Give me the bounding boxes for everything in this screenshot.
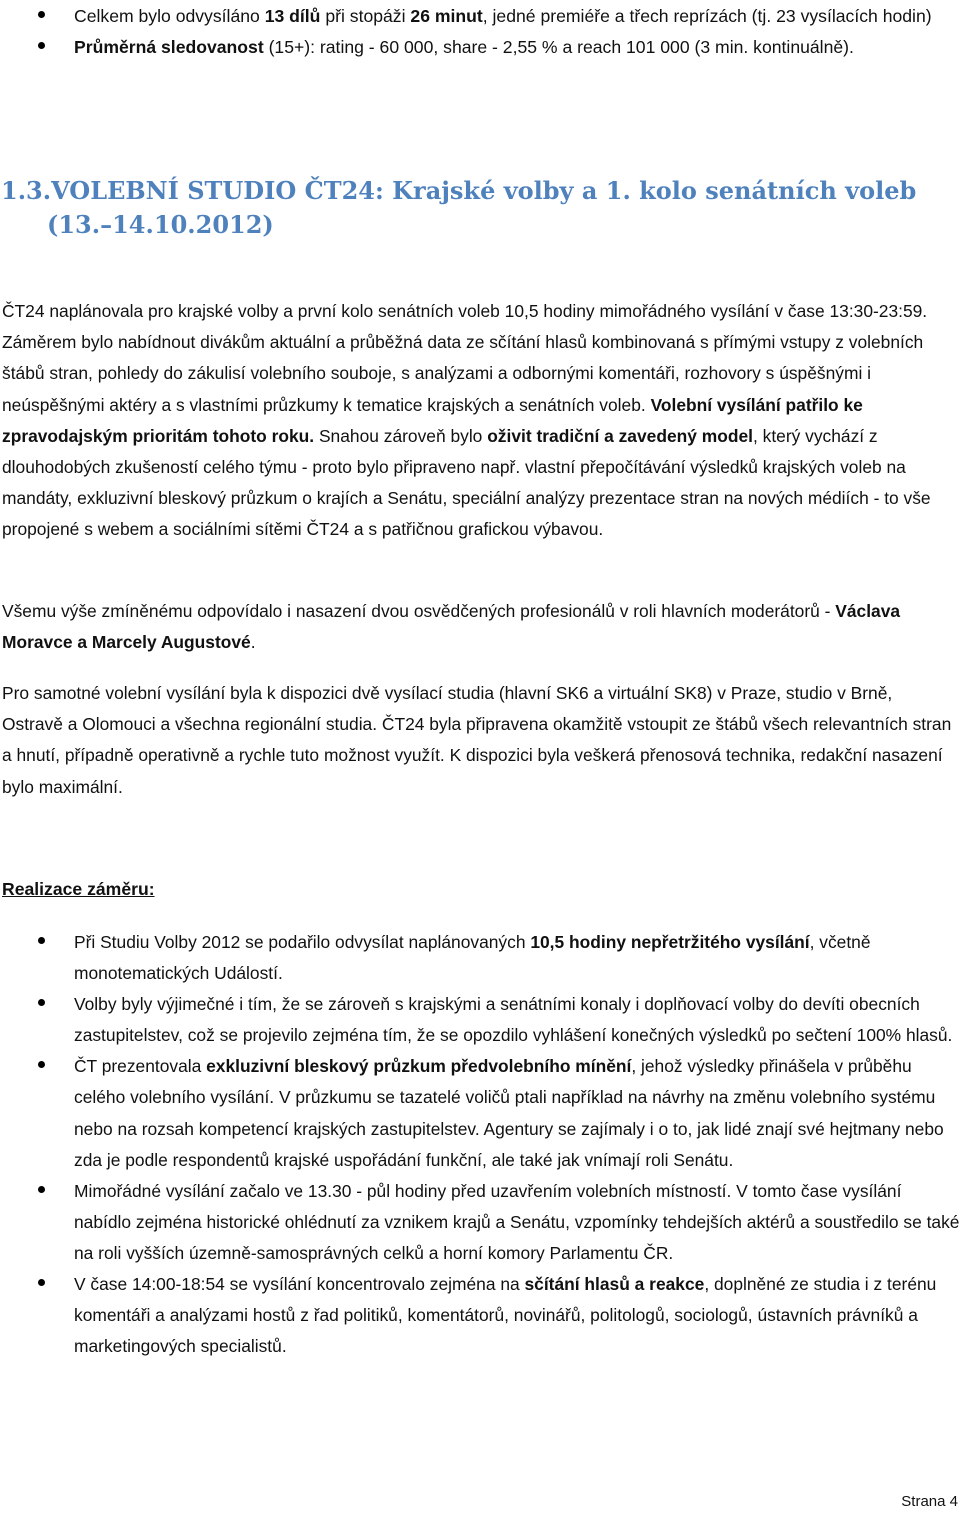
summary-bullet-list [0, 1, 960, 63]
paragraph-text: ČT24 naplánovala pro krajské volby a první kolo senátních voleb 10,5 hodiny mimořádného vysílání v čase 13:30-23:59. Záměrem bylo nabídnout divákům aktuální a průběžná data ze sčítání hlasů kombinovaná s přímými vstupy z volebních štábů stran, pohledy do zákulisí volebního souboje, s analýzami a odbornými komentáři, rozhovory s úspěšnými i neúspěšnými aktéry a s vlastními průzkumy k tematice krajských a senátních voleb. [2, 301, 928, 415]
list-item [0, 1051, 960, 1175]
list-item [0, 1269, 960, 1362]
bullet-bold-text: Průměrná sledovanost [74, 37, 264, 57]
bullet-icon [38, 937, 45, 944]
bullet-text: ČT prezentovala [74, 1056, 207, 1077]
section-heading [0, 174, 960, 242]
bullet-text: , jedné premiéře a třech reprízách (tj. 23 vysílacích hodin) [482, 6, 932, 26]
bullet-text: Při Studiu Volby 2012 se podařilo odvysílat naplánovaných [74, 932, 531, 952]
bullet-bold-text: 13 dílů [264, 6, 321, 26]
bullet-text: , včetně monotematických Událostí. [74, 932, 871, 984]
page-number: Strana 4 [901, 1493, 958, 1510]
bullet-icon [38, 1186, 45, 1193]
paragraph-text: Pro samotné volební vysílání byla k dispozici dvě vysílací studia (hlavní SK6 a virtuální SK8) v Praze, studio v Brně, Ostravě a Olomouci a všechna regionální studia. ČT24 byla připravena okamžitě vstoupit ze štábů všech relevantních stran a hnutí, případně operativně a rychle tuto možnost využít. K dispozici byla veškerá přenosová technika, redakční nasazení bylo maximální. [2, 683, 952, 797]
bullet-bold-text: 26 minut [410, 6, 483, 26]
bullet-bold-text: exkluzivní bleskový průzkum předvolebního mínění [206, 1056, 632, 1077]
paragraph-bold-text: Volební vysílání patřilo ke zpravodajským prioritám tohoto roku. [2, 394, 863, 446]
paragraph-bold-text: oživit tradiční a zavedený model [487, 425, 753, 446]
paragraph-text: Všemu výše zmíněnému odpovídalo i nasazení dvou osvědčených profesionálů v roli hlavních moderátorů - [2, 601, 836, 621]
section-title-line2: (13.–14.10.2012) [47, 210, 274, 239]
bullet-icon [38, 1279, 45, 1286]
section-number: 1.3. [1, 176, 52, 205]
bullet-bold-text: 10,5 hodiny nepřetržitého vysílání [530, 932, 810, 952]
paragraph-text: Snahou zároveň bylo [314, 425, 488, 446]
bullet-icon [38, 999, 45, 1006]
bullet-text: V čase 14:00-18:54 se vysílání koncentrovalo zejména na [74, 1274, 525, 1295]
bullet-icon [38, 42, 45, 49]
list-item [0, 927, 960, 989]
bullet-text: Celkem bylo odvysíláno [74, 6, 265, 26]
list-item [0, 1, 960, 32]
paragraph-intro [2, 296, 957, 546]
bullet-icon [38, 11, 45, 18]
paragraph-studios [2, 678, 957, 803]
list-item [0, 32, 960, 63]
bullet-bold-text: sčítání hlasů a reakce [524, 1274, 705, 1295]
paragraph-bold-text: Václava Moravce a Marcely Augustové [2, 601, 901, 653]
bullet-text: , doplněné ze studia i z terénu komentáři a analýzami hostů z řad politiků, komentátorů, novinářů, politologů, sociologů, ústavních právníků a marketingových specialistů. [74, 1274, 937, 1357]
bullet-text: při stopáži [320, 6, 411, 26]
bullet-text: Mimořádné vysílání začalo ve 13.30 - půl hodiny před uzavřením volebních místností. V tomto čase vysílání nabídlo zejména historické ohlédnutí za vznikem krajů a Senátu, vzpomínky tehdejších aktérů a soustředilo se také na roli vyšších územně-samosprávných celků a horní komory Parlamentu ČR. [74, 1180, 960, 1263]
paragraph-moderators [2, 596, 957, 658]
realizace-heading: Realizace záměru: [2, 879, 155, 899]
realizace-bullet-list [0, 927, 960, 1362]
bullet-text: Volby byly výjimečné i tím, že se zároveň s krajskými a senátními konaly i doplňovací volby do devíti obecních zastupitelstev, což se projevilo zejména tím, že se opozdilo vyhlášení konečných výsledků po sečtení 100% hlasů. [74, 994, 953, 1046]
bullet-icon [38, 1061, 45, 1068]
list-item [0, 1176, 960, 1269]
list-item [0, 989, 960, 1051]
paragraph-text: , který vychází z dlouhodobých zkušeností celého týmu - proto bylo připraveno např. vlastní přepočítávání výsledků krajských voleb na mandáty, exkluzivní bleskový průzkum o krajích a Senátu, speciální analýzy prezentace stran na nových médiích - to vše propojené s webem a sociálními sítěmi ČT24 a s patřičnou grafickou výbavou. [2, 425, 931, 540]
paragraph-text: . [250, 632, 256, 653]
bullet-text: , jehož výsledky přinášela v průběhu celého volebního vysílání. V průzkumu se tazatelé voličů ptali například na návrhy na změnu volebního systému nebo na rozsah kompetencí krajských zastupitelstev. Agentury se zajímaly i o to, jak lidé znají své hejtmany nebo zda je podle respondentů krajské uspořádání funkční, ale také jak vnímají roli Senátu. [74, 1056, 944, 1170]
bullet-text: (15+): rating - 60 000, share - 2,55 % a reach 101 000 (3 min. kontinuálně). [263, 37, 854, 57]
section-title-line1: VOLEBNÍ STUDIO ČT24: Krajské volby a 1. kolo senátních voleb [51, 176, 917, 205]
